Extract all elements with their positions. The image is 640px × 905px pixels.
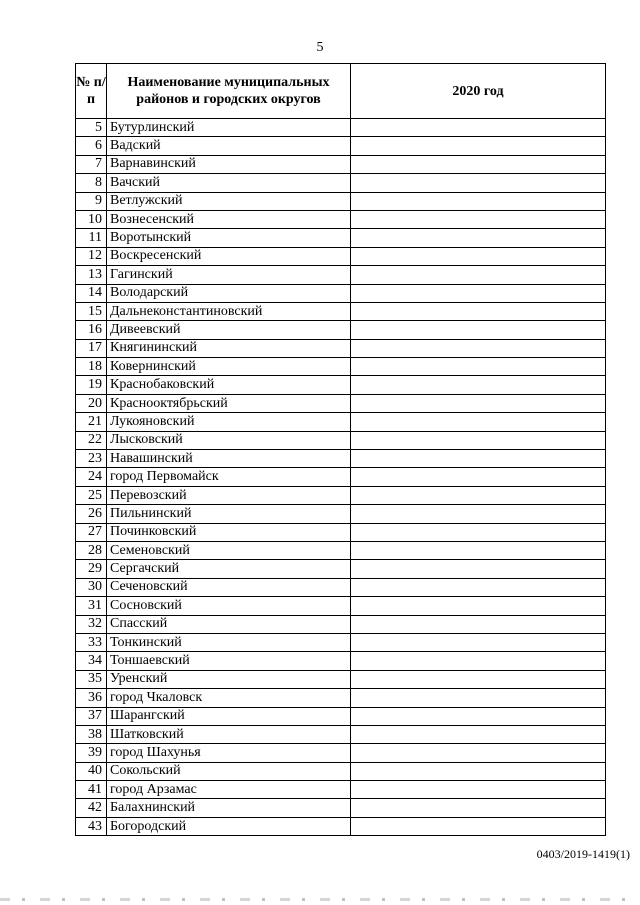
row-number: 43 xyxy=(76,817,107,835)
table-row xyxy=(76,744,606,762)
table-row xyxy=(76,284,606,302)
table-row xyxy=(76,689,606,707)
municipality-name: Варнавинский xyxy=(107,155,351,173)
municipality-name: Воротынский xyxy=(107,229,351,247)
municipality-name: Дальнеконстантиновский xyxy=(107,302,351,320)
row-number: 19 xyxy=(76,376,107,394)
year-value-cell xyxy=(351,689,606,707)
header-num: № п/п xyxy=(76,64,107,119)
municipality-name: Сеченовский xyxy=(107,578,351,596)
year-value-cell xyxy=(351,450,606,468)
municipality-name: Княгининский xyxy=(107,339,351,357)
year-value-cell xyxy=(351,137,606,155)
year-value-cell xyxy=(351,431,606,449)
municipality-name: город Арзамас xyxy=(107,781,351,799)
municipality-name: Богородский xyxy=(107,817,351,835)
municipality-name: Ковернинский xyxy=(107,358,351,376)
year-value-cell xyxy=(351,505,606,523)
table-row xyxy=(76,266,606,284)
header-name: Наименование муниципальных районов и городских округов xyxy=(107,64,351,119)
table-row xyxy=(76,137,606,155)
year-value-cell xyxy=(351,615,606,633)
table-row xyxy=(76,431,606,449)
row-number: 14 xyxy=(76,284,107,302)
year-value-cell xyxy=(351,762,606,780)
year-value-cell xyxy=(351,413,606,431)
municipality-name: Уренский xyxy=(107,670,351,688)
row-number: 11 xyxy=(76,229,107,247)
row-number: 29 xyxy=(76,560,107,578)
municipality-name: Бутурлинский xyxy=(107,119,351,137)
municipality-name: Лукояновский xyxy=(107,413,351,431)
municipality-name: Дивеевский xyxy=(107,321,351,339)
municipality-name: город Шахунья xyxy=(107,744,351,762)
year-value-cell xyxy=(351,119,606,137)
row-number: 6 xyxy=(76,137,107,155)
municipality-name: Воскресенский xyxy=(107,247,351,265)
year-value-cell xyxy=(351,560,606,578)
year-value-cell xyxy=(351,155,606,173)
table-row xyxy=(76,578,606,596)
table-row xyxy=(76,321,606,339)
document-code: 0403/2019-1419(1) xyxy=(536,847,630,861)
row-number: 32 xyxy=(76,615,107,633)
municipality-name: Перевозский xyxy=(107,486,351,504)
page-number: 5 xyxy=(316,40,324,55)
table-header-row xyxy=(76,64,606,119)
row-number: 42 xyxy=(76,799,107,817)
year-value-cell xyxy=(351,633,606,651)
year-value-cell xyxy=(351,670,606,688)
municipality-name: Починковский xyxy=(107,523,351,541)
table-row xyxy=(76,523,606,541)
year-value-cell xyxy=(351,578,606,596)
municipality-name: Лысковский xyxy=(107,431,351,449)
table-row xyxy=(76,155,606,173)
row-number: 34 xyxy=(76,652,107,670)
municipalities-table xyxy=(75,63,606,836)
table-row xyxy=(76,799,606,817)
year-value-cell xyxy=(351,321,606,339)
table-row xyxy=(76,541,606,559)
table-row xyxy=(76,174,606,192)
year-value-cell xyxy=(351,707,606,725)
row-number: 18 xyxy=(76,358,107,376)
year-value-cell xyxy=(351,247,606,265)
municipality-name: Спасский xyxy=(107,615,351,633)
row-number: 9 xyxy=(76,192,107,210)
row-number: 31 xyxy=(76,597,107,615)
row-number: 21 xyxy=(76,413,107,431)
table-row xyxy=(76,376,606,394)
row-number: 15 xyxy=(76,302,107,320)
row-number: 37 xyxy=(76,707,107,725)
year-value-cell xyxy=(351,781,606,799)
row-number: 35 xyxy=(76,670,107,688)
year-value-cell xyxy=(351,358,606,376)
table-row xyxy=(76,670,606,688)
table-body xyxy=(76,119,606,836)
year-value-cell xyxy=(351,725,606,743)
year-value-cell xyxy=(351,192,606,210)
row-number: 33 xyxy=(76,633,107,651)
year-value-cell xyxy=(351,652,606,670)
year-value-cell xyxy=(351,744,606,762)
year-value-cell xyxy=(351,468,606,486)
municipality-name: Тонкинский xyxy=(107,633,351,651)
table-row xyxy=(76,597,606,615)
table-row xyxy=(76,192,606,210)
table-row xyxy=(76,652,606,670)
table-row xyxy=(76,339,606,357)
scan-edge-artifact xyxy=(0,898,640,901)
table-row xyxy=(76,468,606,486)
year-value-cell xyxy=(351,486,606,504)
row-number: 22 xyxy=(76,431,107,449)
table-row xyxy=(76,450,606,468)
table-row xyxy=(76,394,606,412)
row-number: 25 xyxy=(76,486,107,504)
municipality-name: Сергачский xyxy=(107,560,351,578)
row-number: 36 xyxy=(76,689,107,707)
year-value-cell xyxy=(351,266,606,284)
year-value-cell xyxy=(351,284,606,302)
municipality-name: Краснобаковский xyxy=(107,376,351,394)
year-value-cell xyxy=(351,817,606,835)
year-value-cell xyxy=(351,174,606,192)
table-row xyxy=(76,762,606,780)
table-row xyxy=(76,781,606,799)
municipality-name: Сосновский xyxy=(107,597,351,615)
table-row xyxy=(76,725,606,743)
year-value-cell xyxy=(351,394,606,412)
year-value-cell xyxy=(351,302,606,320)
row-number: 5 xyxy=(76,119,107,137)
table-row xyxy=(76,210,606,228)
municipality-name: Семеновский xyxy=(107,541,351,559)
year-value-cell xyxy=(351,376,606,394)
municipality-name: город Чкаловск xyxy=(107,689,351,707)
table-row xyxy=(76,247,606,265)
municipality-name: Вачский xyxy=(107,174,351,192)
row-number: 10 xyxy=(76,210,107,228)
municipality-name: Шатковский xyxy=(107,725,351,743)
municipality-name: Балахнинский xyxy=(107,799,351,817)
table-row xyxy=(76,358,606,376)
table-row xyxy=(76,505,606,523)
row-number: 13 xyxy=(76,266,107,284)
table-row xyxy=(76,633,606,651)
row-number: 24 xyxy=(76,468,107,486)
municipality-name: Вознесенский xyxy=(107,210,351,228)
year-value-cell xyxy=(351,523,606,541)
table-row xyxy=(76,486,606,504)
table-row xyxy=(76,817,606,835)
row-number: 23 xyxy=(76,450,107,468)
municipality-name: Гагинский xyxy=(107,266,351,284)
header-year: 2020 год xyxy=(351,64,606,119)
municipality-name: Сокольский xyxy=(107,762,351,780)
row-number: 8 xyxy=(76,174,107,192)
municipality-name: Краснооктябрьский xyxy=(107,394,351,412)
table-row xyxy=(76,707,606,725)
row-number: 30 xyxy=(76,578,107,596)
row-number: 16 xyxy=(76,321,107,339)
municipality-name: город Первомайск xyxy=(107,468,351,486)
municipality-name: Шарангский xyxy=(107,707,351,725)
municipality-name: Тоншаевский xyxy=(107,652,351,670)
table-row xyxy=(76,413,606,431)
table-row xyxy=(76,229,606,247)
municipality-name: Ветлужский xyxy=(107,192,351,210)
table-row xyxy=(76,119,606,137)
municipality-name: Пильнинский xyxy=(107,505,351,523)
row-number: 20 xyxy=(76,394,107,412)
year-value-cell xyxy=(351,597,606,615)
municipality-name: Навашинский xyxy=(107,450,351,468)
row-number: 41 xyxy=(76,781,107,799)
row-number: 27 xyxy=(76,523,107,541)
year-value-cell xyxy=(351,339,606,357)
row-number: 38 xyxy=(76,725,107,743)
row-number: 12 xyxy=(76,247,107,265)
row-number: 40 xyxy=(76,762,107,780)
row-number: 17 xyxy=(76,339,107,357)
table-row xyxy=(76,615,606,633)
year-value-cell xyxy=(351,541,606,559)
row-number: 39 xyxy=(76,744,107,762)
row-number: 26 xyxy=(76,505,107,523)
year-value-cell xyxy=(351,799,606,817)
municipality-name: Вадский xyxy=(107,137,351,155)
year-value-cell xyxy=(351,210,606,228)
row-number: 28 xyxy=(76,541,107,559)
municipality-name: Володарский xyxy=(107,284,351,302)
table-row xyxy=(76,560,606,578)
row-number: 7 xyxy=(76,155,107,173)
table-row xyxy=(76,302,606,320)
year-value-cell xyxy=(351,229,606,247)
